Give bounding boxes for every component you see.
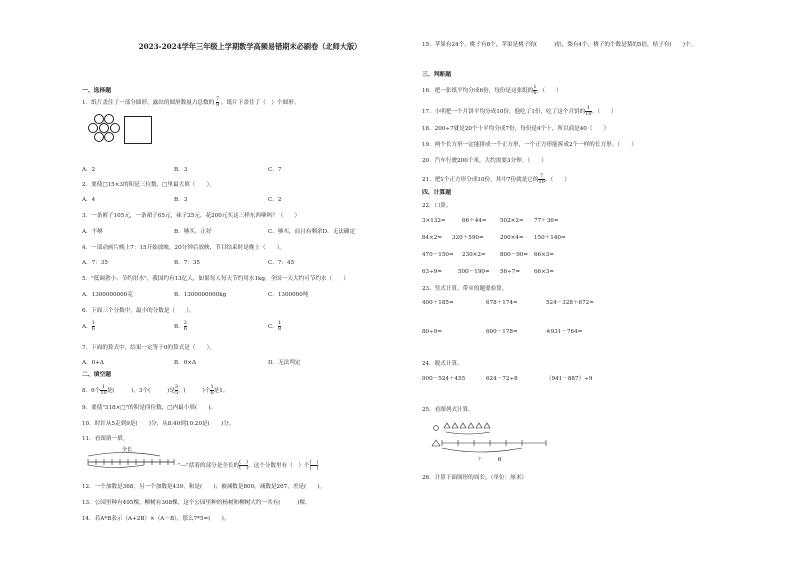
question-18: 18．200÷7就是20个十平均分成7份，每份是4个十，所以商是40（ ） — [422, 126, 610, 132]
q6-option-a: A． $\frac{1}{6}$ — [82, 320, 95, 332]
q3-option-b: B．够买，正好 — [174, 229, 212, 235]
oral-item: 230×2= — [462, 252, 486, 258]
vertical-item: ※931－764= — [546, 329, 583, 335]
q7-option-b: B．0×Δ — [174, 360, 196, 366]
circle-shape — [94, 132, 104, 142]
fraction: $\frac{7}{9}$ — [216, 96, 220, 108]
step-item: 900－524＋455 — [422, 376, 466, 382]
brace-top — [88, 453, 160, 457]
question-21: 21．把1个正方形分成10份，其中7份就是它的 $\frac{7}{10}$ 。（ ） — [422, 173, 570, 185]
q7-option-a: A．0+Δ — [82, 360, 104, 366]
question-26: 26．计算下面图形的周长。（单位：厘米） — [422, 475, 528, 481]
question-1: 1．纸片盖住了一部分圆形，露出的圆形数量占总数的 $\frac{7}{9}$ ，纸片下盖住了（ ）个圆形。 — [82, 96, 300, 108]
q4-option-b: B．7：35 — [174, 260, 200, 266]
question-19: 19．两个长方形一定能拼成一个正方形，一个正方形能拆成2个一样的长方形。（ ） — [422, 142, 637, 148]
section-calc: 四、计算题 — [422, 190, 451, 196]
oral-item: 470－150= — [422, 252, 454, 258]
q2-option-c: C．2 — [268, 197, 282, 203]
section-fill: 二、填空题 — [82, 372, 111, 378]
vertical-item: 400＋185= — [422, 300, 454, 306]
oral-item: 77＋36= — [534, 218, 559, 224]
oral-item: 200×4= — [500, 235, 524, 241]
vertical-item: 678＋174= — [486, 300, 518, 306]
oral-item: 150＋140= — [534, 235, 566, 241]
picture-problem-figure — [422, 418, 562, 466]
question-5: 5．"低调奢小、节约用水"，我国约有13亿人，如果每人每天节约用水1kg，全国一天大约可节约水（ ） — [82, 276, 349, 282]
q2-option-b: B．3 — [174, 197, 188, 203]
segment-label: 全长 — [122, 447, 133, 453]
question-25: 25．看图列式计算。 — [422, 407, 474, 413]
triangle-shape — [432, 440, 440, 446]
question-11-text: "—"括着的部分是全长的 $\frac{( )}{( )}$ ，这个分数里有（ ）个 $\frac{( )}{( )}$ — [178, 459, 319, 471]
question-17: 17．小明把一个月饼平均分成10份，他吃了1份，吃了这个月饼的 $\frac{1}{10}$ 。（ ） — [422, 105, 617, 117]
section-judge: 三、判断题 — [422, 72, 451, 78]
q3-option-a: A．不够 — [82, 229, 103, 235]
oral-item: 63÷9= — [422, 269, 443, 275]
q1-option-c: C．7 — [268, 167, 282, 173]
question-6: 6．下面三个分数中，最小的分数是（ ）。 — [82, 308, 195, 314]
question-22: 22．口算。 — [422, 203, 452, 209]
q4-option-a: A．7：35 — [82, 260, 108, 266]
question-8: 8．6个 $\frac{1}{10}$ 是( )，3个( )是 $\frac{3}{5}$ ，( )个 $\frac{1}{6}$ 是1。 — [82, 384, 229, 396]
question-7: 7．下面的算式中，结果一定等于0的算式是（ ）。 — [82, 345, 215, 351]
brace-bottom — [88, 465, 144, 468]
oral-item: 56÷7= — [500, 269, 521, 275]
circle-shape — [110, 123, 120, 133]
oral-item: 500－190= — [458, 269, 490, 275]
oral-item: 64×2= — [422, 235, 443, 241]
q4-option-c: C．7：45 — [268, 260, 295, 266]
oral-item: 502×2= — [500, 218, 524, 224]
q1-option-a: A．2 — [82, 167, 96, 173]
question-24: 24．脱式计算。 — [422, 361, 463, 367]
question-9: 9．要使"318×□"的积是四位数，□内最小填( )。 — [82, 405, 217, 411]
question-20: 20．汽车行驶200千米，大约需要3分钟。（ ） — [422, 158, 547, 164]
question-13: 13．公园里种有495棵，柳树有308棵，这个公园里种的杨树和柳树大约一共有( )棵。 — [82, 500, 311, 506]
question-14: 14．若A*B表示（A+2B）×（A－B），那么7*5=( )。 — [82, 516, 230, 522]
question-11: 11．看图填一填。 — [82, 436, 129, 442]
paper-square — [124, 116, 152, 144]
section-choice: 一、选择题 — [82, 88, 111, 94]
oral-item: 66×3= — [534, 269, 555, 275]
question-mark-label: ？ — [478, 457, 484, 463]
question-23: 23．竖式计算，带※的题要验算。 — [422, 286, 508, 292]
q5-option-a: A．1300000000克 — [82, 292, 133, 298]
multiplier-label: 6 — [498, 457, 502, 463]
circle-shape — [434, 426, 439, 431]
question-3: 3．一条裤子105元，一条裙子65元，袜子25元，花200元买这三样东西够吗？（ ） — [82, 213, 301, 219]
question-15: 15．苹果有24个，桃子有8个，苹果是桃子的( )倍，梨有4个，桃子的个数是梨的5倍，桔子有( )个。 — [422, 42, 697, 48]
q7-option-c: D．无法判定 — [268, 360, 301, 366]
q2-option-a: A．4 — [82, 197, 96, 203]
q1-option-b: B．3 — [174, 167, 188, 173]
question-2: 2．要使□15×3的积是三位数，□里最大填（ ）。 — [82, 182, 215, 188]
question-12: 12．一个加数是368，另一个加数是439，和是( )；被减数是800，减数是267，差是( )。 — [82, 484, 326, 490]
question-10: 10．时针从5走到9是( )分，从8:40到10:20是( )分。 — [82, 421, 235, 427]
vertical-item: 600－178= — [486, 329, 518, 335]
vertical-item: 80÷9= — [422, 329, 443, 335]
q6-option-b: B． $\frac{2}{6}$ — [174, 320, 187, 332]
question-4: 4．一部动画片晚上7：15开始放映，20分钟后放映，节目结束时是晚上（ ）。 — [82, 245, 286, 251]
q5-option-c: C．1300000吨 — [268, 292, 309, 298]
oral-item: 320＋590= — [452, 235, 484, 241]
vertical-item: 524－328＋672= — [546, 300, 594, 306]
question-16: 16．把一张纸平均分成6份，每份是这张纸的 $\frac{1}{6}$ 。（ ） — [422, 84, 562, 96]
page-title: 2023-2024学年三年级上学期数学高频易错期末必刷卷（北师大版） — [138, 42, 362, 51]
oral-item: 3×132= — [422, 218, 446, 224]
q5-option-b: B．1300000000kg — [174, 292, 227, 298]
oral-item: 66＋44= — [462, 218, 487, 224]
circle-shape — [104, 132, 114, 142]
oral-item: 66×3= — [534, 252, 555, 258]
step-item: 624－72÷8 — [486, 376, 518, 382]
oral-item: 800－90= — [500, 252, 529, 258]
circles-figure — [84, 114, 124, 148]
q3-option-c: C．够买，而且有剩余D．无法确定 — [268, 229, 356, 235]
step-item: （941－887）÷9 — [546, 376, 593, 382]
q6-option-c: C． $\frac{1}{8}$ — [268, 320, 282, 332]
